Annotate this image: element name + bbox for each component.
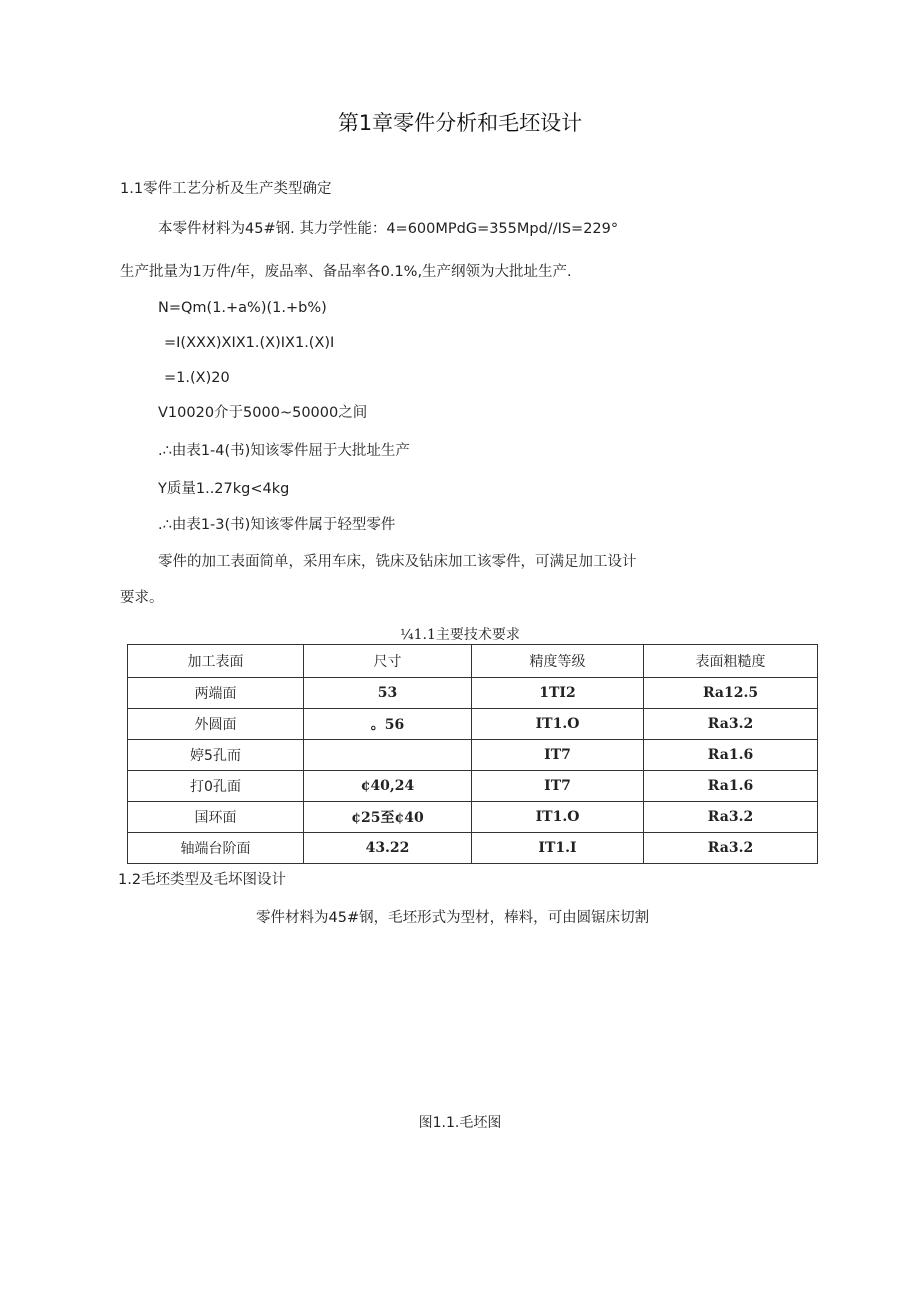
cell-size [304,740,472,771]
figure-caption: 图1.1.毛坯图 [418,1115,502,1131]
cell-precision: IT7 [472,771,644,802]
material-properties-line: 本零件材料为45#钢. 其力学性能：4=600MPdG=355Mpd//IS=229° [158,221,619,237]
cell-surface: 外圆面 [128,709,304,740]
cell-roughness: Ra1.6 [644,771,818,802]
table-row [128,740,818,771]
cell-surface: 婷5孔而 [128,740,304,771]
formula-line: N=Qm(1.+a%)(1.+b%) [158,300,327,316]
cell-precision: IT1.O [472,802,644,833]
range-line: V10020介于5000~50000之间 [158,405,368,421]
tech-requirements-table [127,644,818,864]
cell-surface: 轴端台阶面 [128,833,304,864]
cell-size: 43.22 [304,833,472,864]
table-row [128,771,818,802]
page-title: 第1章零件分析和毛坯设计 [337,111,583,135]
table-header-row [128,645,818,678]
cell-size: 。56 [304,709,472,740]
formula-calc-line: =I(XXX)XIX1.(X)IX1.(X)I [164,335,335,351]
table-caption: ¼1.1主要技术要求 [400,627,520,643]
cell-size: 53 [304,678,472,709]
header-precision: 精度等级 [472,645,644,678]
cell-roughness: Ra12.5 [644,678,818,709]
section-heading-1-1: 1.1零件工艺分析及生产类型确定 [120,181,332,197]
cell-roughness: Ra3.2 [644,833,818,864]
cell-roughness: Ra3.2 [644,802,818,833]
cell-precision: IT7 [472,740,644,771]
cell-roughness: Ra1.6 [644,740,818,771]
cell-size: ¢40,24 [304,771,472,802]
section-heading-1-2: 1.2毛坯类型及毛坏图设计 [118,872,287,888]
cell-surface: 国环面 [128,802,304,833]
header-size: 尺寸 [304,645,472,678]
table-row [128,833,818,864]
part-class-line: .∴由表1-3(书)知该零件属于轻型零件 [158,517,396,533]
machining-line: 零件的加工表面简单，采用车床，铣床及钻床加工该零件，可满足加工设计 [158,554,637,570]
cell-roughness: Ra3.2 [644,709,818,740]
table-row [128,678,818,709]
mass-line: Y质量1..27kg<4kg [158,481,290,497]
production-type-line: .∴由表1-4(书)知该零件屈于大批址生产 [158,443,410,459]
table-row [128,709,818,740]
header-surface: 加工表面 [128,645,304,678]
machining-line-end: 要求。 [120,590,164,606]
formula-result-line: =1.(X)20 [164,370,230,386]
cell-surface: 打0孔面 [128,771,304,802]
blank-description: 零件材料为45#钢，毛坯形式为型材，棒料，可由圆锯床切割 [256,910,650,926]
cell-precision: IT1.I [472,833,644,864]
cell-size: ¢25至¢40 [304,802,472,833]
table-row [128,802,818,833]
cell-precision: IT1.O [472,709,644,740]
header-roughness: 表面粗糙度 [644,645,818,678]
cell-surface: 两端面 [128,678,304,709]
cell-precision: 1TI2 [472,678,644,709]
production-volume-line: 生产批量为1万件/年，废品率、备品率各0.1%,生产纲领为大批址生产. [120,264,572,280]
